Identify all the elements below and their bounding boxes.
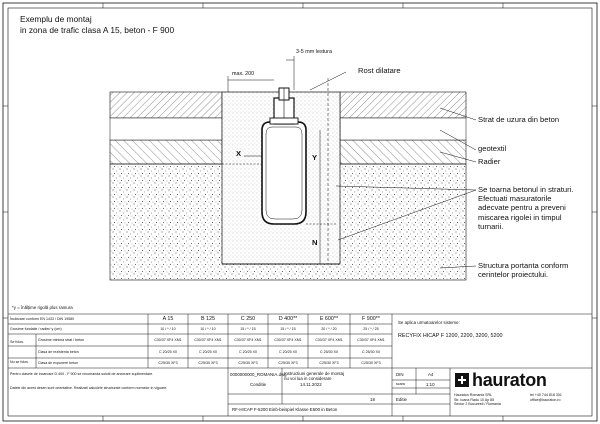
footer-title: RF-HICAP F-5200 Einb-beispiel Klasse E600 in Beton xyxy=(232,407,338,412)
wear-layer-right xyxy=(340,92,466,118)
table-cell: 15 / * / 15 xyxy=(240,327,256,331)
hauraton-logo-icon xyxy=(455,373,469,387)
table-cell: C25/30 XF3 xyxy=(361,361,381,365)
din-label: DIN xyxy=(396,372,404,377)
description: Instructiuni generale de montaj nu voi lua in considerare xyxy=(284,371,345,382)
geotextile-right xyxy=(340,118,466,140)
table-cell: 25 / * / 25 xyxy=(363,327,379,331)
max-dimension-label: max. 200 xyxy=(232,71,255,77)
applies-value: RECYFIX HICAP F 1200, 2200, 3200, 5200 xyxy=(398,333,503,339)
note-2: Datele din acest desen sunt orientative. Realizati calculele structurale conform normelor in vigoare. xyxy=(10,386,168,390)
radier-left xyxy=(110,140,222,164)
callout-wear-layer: Strat de uzura din beton xyxy=(478,115,560,124)
sheet-number: 18 xyxy=(370,397,375,402)
note-1: Pentru clasele de incarcare D 400 - F 900 se recomanda solutii de ancorare suplimentare. xyxy=(10,372,154,376)
table-cell: C 25/30 X0 xyxy=(320,350,338,354)
table-cell: C 25/30 X0 xyxy=(362,350,380,354)
callout-radier: Radier xyxy=(478,157,501,166)
applies-label: Se aplica urmatoarelor sisteme: xyxy=(398,320,460,325)
scale-label: scara xyxy=(396,382,405,386)
title-line-1: Exemplu de montaj xyxy=(20,14,92,24)
gap-label: 3-5 mm lestura xyxy=(296,49,332,55)
row-label: Clasa de expunere beton xyxy=(38,361,79,365)
table-cell: C30/37 XF4 XM1 xyxy=(234,338,262,342)
dim-n-label: N xyxy=(312,238,318,247)
table-cell: C25/30 XF3 xyxy=(158,361,178,365)
row-label: Clasa de rezistenta beton xyxy=(38,350,79,354)
callout-geotextile: geotextil xyxy=(478,144,507,153)
title-line-2: in zona de trafic clasa A 15, beton - F 900 xyxy=(20,25,175,35)
table-cell: C25/30 XF3 xyxy=(278,361,298,365)
table-header-d400: D 400** xyxy=(278,316,298,322)
callout-structure: Structura portanta conform cerintelor proiectului. xyxy=(478,261,569,280)
date-value: 14.11.2022 xyxy=(300,382,322,387)
table-cell: C25/30 XF3 xyxy=(319,361,339,365)
side-label-not-used: Nu se folos. xyxy=(10,360,29,364)
address-block: Hauraton Romania SRL Str. Ioana Radu 10 Ap 85 Sector 2 Bucuresti / Romania xyxy=(454,393,501,407)
drawing-title xyxy=(20,14,174,36)
table-cell: C30/37 XF4 XM1 xyxy=(274,338,302,342)
table-cell: C30/37 XF4 XM1 xyxy=(315,338,343,342)
table-cell: 20 / * / 20 xyxy=(321,327,337,331)
table-header-c250: C 250 xyxy=(240,316,256,322)
wear-layer-left xyxy=(110,92,222,118)
joint-label: Rost dilatare xyxy=(358,66,401,75)
table-cell: C25/30 XF3 xyxy=(198,361,218,365)
table-header-b125: B 125 xyxy=(200,316,216,322)
geotextile-left xyxy=(110,118,222,140)
scale-value: 1:10 xyxy=(426,382,435,387)
contact-block: tel +40 744 818 301 office@hauraton.ro xyxy=(530,393,562,402)
drawing-number: 0000000000_ROMANIA.dwg xyxy=(230,372,287,377)
table-cell: C30/37 XF4 XM1 xyxy=(154,338,182,342)
table-cell: C 20/25 X0 xyxy=(159,350,177,354)
table-cell: C 20/25 X0 xyxy=(199,350,217,354)
dim-y-label: Y xyxy=(312,153,318,162)
dim-x-label: X xyxy=(236,149,242,158)
callout-concrete: Se toarna betonul in straturi. Efectuati masuratorile adecvate pentru a preveni miscarea rigolei in timpul turnarii. xyxy=(478,185,574,231)
din-value: A4 xyxy=(428,372,434,377)
table-cell: 10 / * / 10 xyxy=(160,327,176,331)
table-header-f900: F 900** xyxy=(362,316,380,322)
table-header-load: Încărcare conform EN 1433 / DIN 19580 xyxy=(10,317,75,321)
footnote: *y = înălțime rigolă plus ramura xyxy=(12,305,73,310)
editie-label: Editie xyxy=(396,397,407,402)
side-label-used: Se folos. xyxy=(10,340,24,344)
row-label: Grosime fundatie / radier/ y (cm) xyxy=(10,327,62,331)
table-cell: C 20/25 X0 xyxy=(279,350,297,354)
conditie-label: Conditie xyxy=(250,382,267,387)
table-cell: C25/30 XF3 xyxy=(238,361,258,365)
table-cell: C30/37 XF4 XM1 xyxy=(357,338,385,342)
table-cell: C30/37 XF4 XM1 xyxy=(194,338,222,342)
radier-right xyxy=(340,140,466,164)
table-cell: 10 / * / 10 xyxy=(200,327,216,331)
drainage-channel xyxy=(262,122,306,224)
brand-logo: hauraton xyxy=(472,370,547,390)
table-header-e600: E 600** xyxy=(319,316,339,322)
table-header-a15: A 15 xyxy=(162,316,174,322)
table-cell: 15 / * / 15 xyxy=(280,327,296,331)
table-cell: C 20/25 X0 xyxy=(239,350,257,354)
row-label: Grosime minima strat / beton xyxy=(38,338,85,342)
